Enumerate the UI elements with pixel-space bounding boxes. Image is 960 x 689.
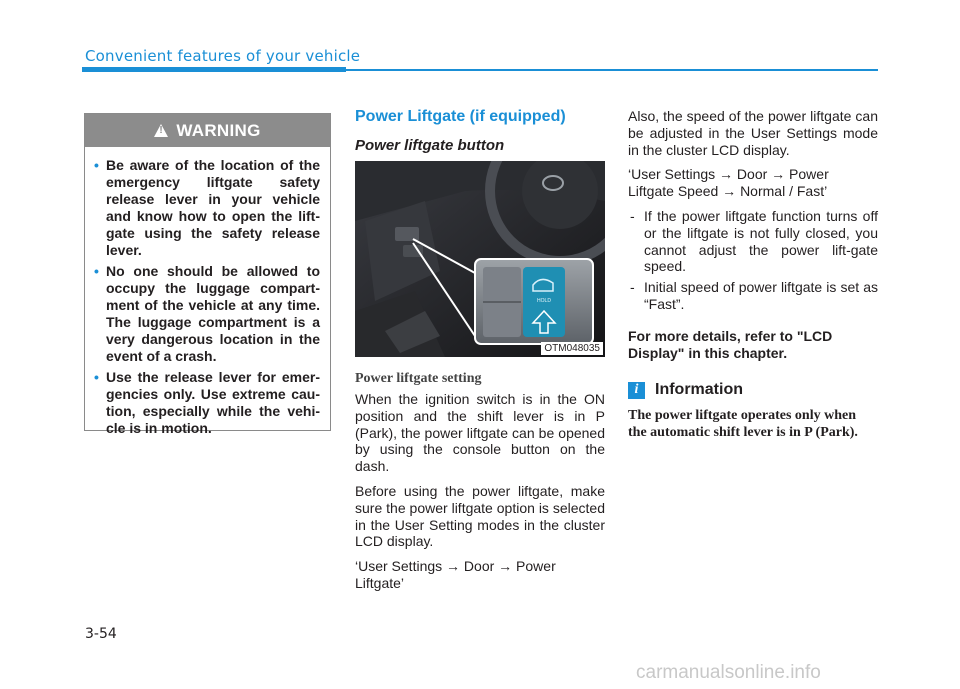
information-header <box>628 381 878 399</box>
right-column <box>628 108 878 441</box>
warning-item: • Be aware of the location of the emergency liftgate safety release lever in your vehicle and know how to open the lift-gate using the safety release lever. <box>103 157 320 259</box>
hold-label: HOLD <box>537 298 551 304</box>
info-icon: i <box>628 382 645 399</box>
warning-item: • Use the release lever for emer-gencies only. Use extreme cau-tion, especially while the vehi-cle is in motion. <box>103 369 320 437</box>
header-title: Convenient features of your vehicle <box>85 47 361 65</box>
header-bar <box>82 67 346 72</box>
header-divider <box>346 69 878 71</box>
paragraph: Also, the speed of the power liftgate can be adjusted in the User Settings mode in the cluster LCD display. <box>628 108 878 158</box>
sub-title: Power liftgate button <box>355 137 505 154</box>
section-title: Power Liftgate (if equipped) <box>355 108 566 125</box>
paragraph: Before using the power liftgate, make sure the power liftgate option is selected in the User Setting modes in the cluster LCD display. <box>355 482 605 550</box>
warning-title: WARNING <box>176 120 261 140</box>
setting-title: Power liftgate setting <box>355 371 482 386</box>
dash-item: - Initial speed of power liftgate is set as “Fast”. <box>628 279 878 313</box>
watermark: carmanualsonline.info <box>636 662 821 683</box>
liftgate-button-photo <box>355 161 605 357</box>
image-caption: OTM048035 <box>541 342 603 355</box>
dashboard-illustration <box>355 161 605 357</box>
menu-path: ‘User Settings → Door → Power Liftgate Speed → Normal / Fast’ <box>628 166 829 200</box>
information-text: The power liftgate operates only when the automatic shift lever is in P (Park). <box>628 408 858 441</box>
warning-header <box>85 114 330 147</box>
warning-box <box>84 113 331 436</box>
dash-item: - If the power liftgate function turns off or the liftgate is not fully closed, you cannot adjust the power lift-gate speed. <box>628 208 878 275</box>
warning-list <box>85 147 330 437</box>
menu-path: ‘User Settings → Door → Power Liftgate’ <box>355 558 556 591</box>
page-number: 3-54 <box>85 626 117 642</box>
paragraph: When the ignition switch is in the ON position and the shift lever is in P (Park), the power liftgate can be opened by using the console button on the dash. <box>355 391 605 475</box>
warning-item: • No one should be allowed to occupy the luggage compart-ment of the vehicle at any time. The luggage compartment is a very dangerous location in the event of a crash. <box>103 263 320 365</box>
warning-triangle-icon <box>154 124 168 137</box>
reference-note: For more details, refer to "LCD Display" in this chapter. <box>628 327 833 361</box>
main-column <box>355 108 605 600</box>
information-title: Information <box>655 381 743 399</box>
